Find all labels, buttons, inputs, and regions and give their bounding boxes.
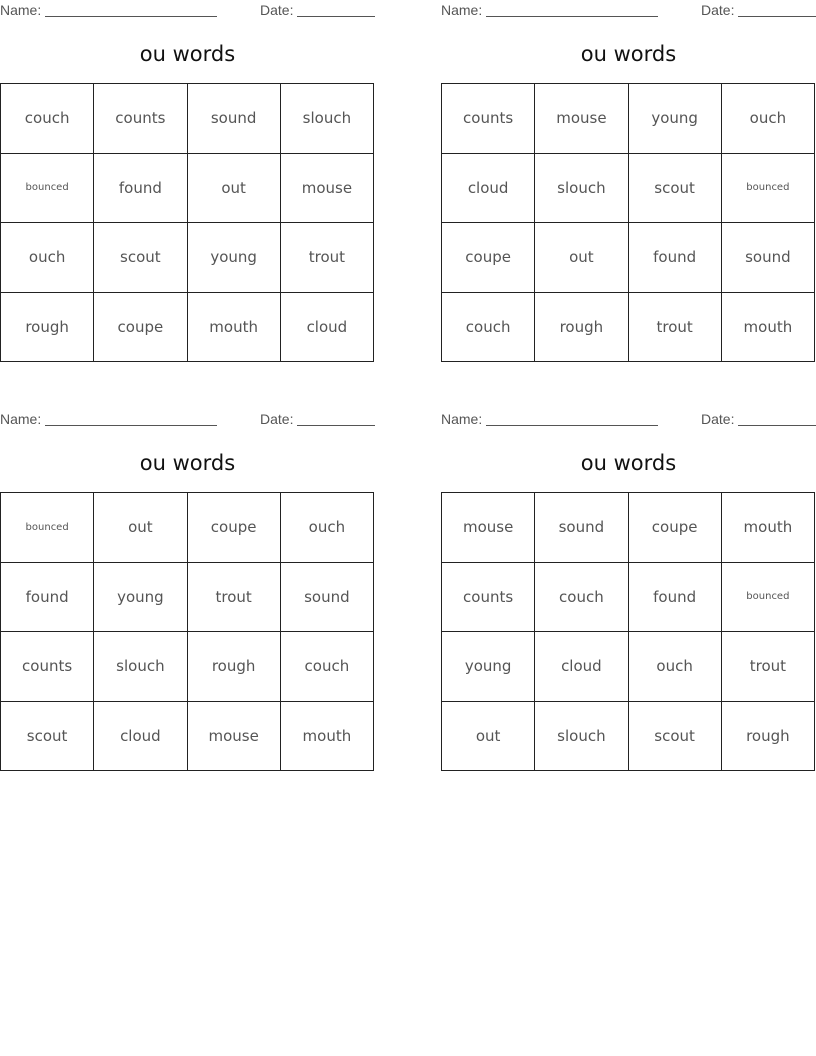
grid-cell: rough	[722, 702, 815, 772]
card-title: ou words	[580, 451, 677, 475]
grid-cell: found	[1, 563, 94, 633]
grid-cell: mouse	[188, 702, 281, 772]
grid-cell: out	[535, 223, 628, 293]
name-label: Name:	[0, 411, 42, 427]
date-label: Date:	[701, 2, 735, 18]
card-title: ou words	[580, 42, 677, 66]
grid-cell: mouth	[281, 702, 374, 772]
grid-cell: couch	[535, 563, 628, 633]
grid-cell: trout	[722, 632, 815, 702]
grid-cell: coupe	[629, 493, 722, 563]
grid-cell: bounced	[722, 154, 815, 224]
name-label: Name:	[441, 2, 483, 18]
date-field-line[interactable]	[297, 425, 375, 426]
date-label: Date:	[260, 2, 294, 18]
grid-cell: slouch	[281, 84, 374, 154]
grid-cell: rough	[535, 293, 628, 363]
word-grid	[0, 492, 374, 771]
grid-cell: young	[442, 632, 535, 702]
word-grid	[441, 83, 815, 362]
grid-cell: ouch	[722, 84, 815, 154]
grid-cell: out	[188, 154, 281, 224]
grid-cell: coupe	[94, 293, 187, 363]
grid-cell: trout	[281, 223, 374, 293]
grid-cell: cloud	[94, 702, 187, 772]
grid-cell: sound	[722, 223, 815, 293]
date-field-line[interactable]	[738, 425, 816, 426]
card-header	[441, 411, 816, 429]
card-header	[0, 411, 375, 429]
grid-cell: scout	[629, 702, 722, 772]
grid-cell: mouse	[535, 84, 628, 154]
card-header	[441, 2, 816, 20]
grid-cell: ouch	[629, 632, 722, 702]
bingo-card-1	[0, 0, 375, 374]
grid-cell: bounced	[1, 493, 94, 563]
word-grid	[0, 83, 374, 362]
date-label: Date:	[701, 411, 735, 427]
grid-cell: young	[94, 563, 187, 633]
card-title: ou words	[139, 42, 236, 66]
bingo-card-3	[0, 409, 375, 783]
grid-cell: cloud	[442, 154, 535, 224]
grid-cell: bounced	[722, 563, 815, 633]
grid-cell: mouth	[722, 493, 815, 563]
date-field-line[interactable]	[297, 16, 375, 17]
grid-cell: counts	[442, 84, 535, 154]
grid-cell: rough	[1, 293, 94, 363]
grid-cell: found	[629, 223, 722, 293]
grid-cell: young	[629, 84, 722, 154]
grid-cell: rough	[188, 632, 281, 702]
grid-cell: bounced	[1, 154, 94, 224]
grid-cell: young	[188, 223, 281, 293]
grid-cell: couch	[281, 632, 374, 702]
bingo-card-2	[441, 0, 816, 374]
grid-cell: mouse	[281, 154, 374, 224]
name-field-line[interactable]	[486, 16, 658, 17]
grid-cell: found	[629, 563, 722, 633]
grid-cell: coupe	[442, 223, 535, 293]
grid-cell: found	[94, 154, 187, 224]
grid-cell: slouch	[94, 632, 187, 702]
name-field-line[interactable]	[486, 425, 658, 426]
card-title: ou words	[139, 451, 236, 475]
grid-cell: sound	[535, 493, 628, 563]
grid-cell: out	[94, 493, 187, 563]
grid-cell: mouth	[722, 293, 815, 363]
grid-cell: counts	[442, 563, 535, 633]
name-label: Name:	[441, 411, 483, 427]
grid-cell: slouch	[535, 702, 628, 772]
date-field-line[interactable]	[738, 16, 816, 17]
grid-cell: scout	[629, 154, 722, 224]
grid-cell: trout	[188, 563, 281, 633]
name-label: Name:	[0, 2, 42, 18]
word-grid	[441, 492, 815, 771]
grid-cell: cloud	[535, 632, 628, 702]
grid-cell: couch	[1, 84, 94, 154]
grid-cell: out	[442, 702, 535, 772]
grid-cell: scout	[1, 702, 94, 772]
grid-cell: ouch	[281, 493, 374, 563]
grid-cell: mouse	[442, 493, 535, 563]
grid-cell: scout	[94, 223, 187, 293]
date-label: Date:	[260, 411, 294, 427]
grid-cell: mouth	[188, 293, 281, 363]
bingo-card-4	[441, 409, 816, 783]
grid-cell: counts	[94, 84, 187, 154]
grid-cell: coupe	[188, 493, 281, 563]
card-header	[0, 2, 375, 20]
grid-cell: ouch	[1, 223, 94, 293]
name-field-line[interactable]	[45, 16, 217, 17]
grid-cell: counts	[1, 632, 94, 702]
grid-cell: slouch	[535, 154, 628, 224]
grid-cell: sound	[281, 563, 374, 633]
name-field-line[interactable]	[45, 425, 217, 426]
grid-cell: sound	[188, 84, 281, 154]
grid-cell: trout	[629, 293, 722, 363]
grid-cell: couch	[442, 293, 535, 363]
grid-cell: cloud	[281, 293, 374, 363]
